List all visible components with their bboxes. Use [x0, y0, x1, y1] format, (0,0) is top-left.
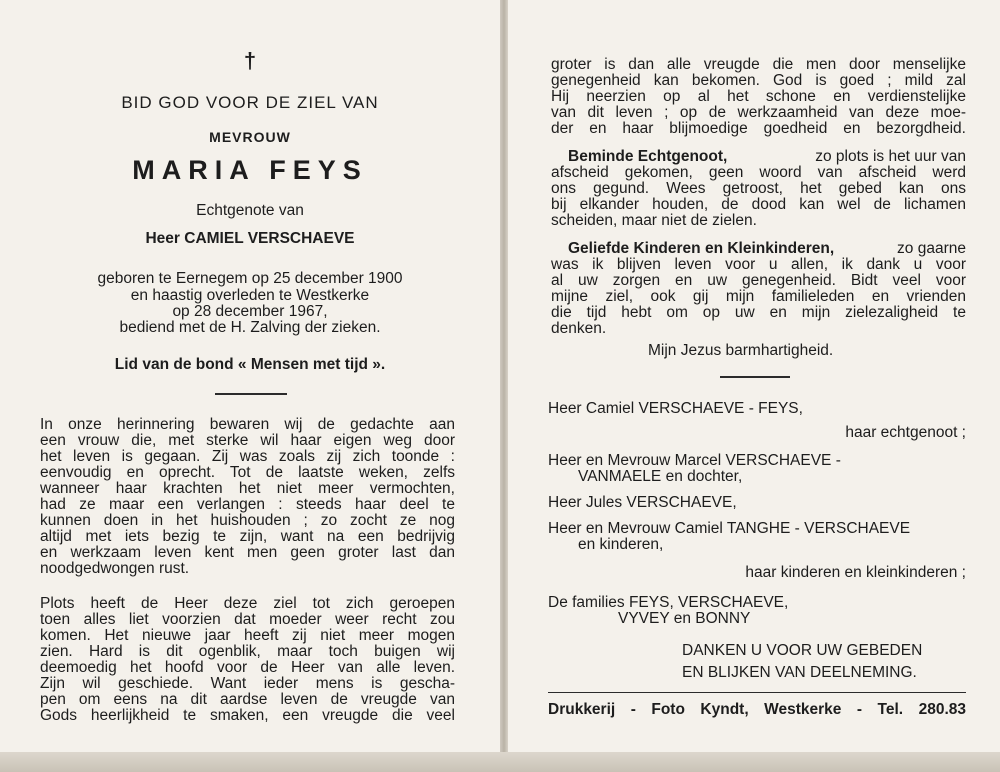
family-child-3-cont: en kinderen, — [578, 536, 664, 553]
sacrament-line: bediend met de H. Zalving der zieken. — [119, 319, 381, 336]
text-line: pen om eens na dit aardse leven de vreugde van — [40, 691, 455, 708]
family-child-1: Heer en Mevrouw Marcel VERSCHAEVE - — [548, 452, 841, 469]
printer-line: Drukkerij - Foto Kyndt, Westkerke - Tel. 280.83 — [548, 701, 966, 718]
text-line: mijne ziel, ook gij mijn familieleden en vrienden — [551, 288, 966, 305]
thanks-line-1: DANKEN U VOOR UW GEBEDEN — [682, 642, 923, 659]
children-address-heading: Geliefde Kinderen en Kleinkinderen, — [568, 240, 835, 257]
text-line: en werkzaam leven kent men geen groter last dan — [40, 544, 455, 561]
card-bottom-edge — [0, 752, 1000, 772]
text-line: het leven is gegaan. Zij was zoals zij zich toonde : — [40, 448, 455, 465]
text-line: die tijd hebt om op uw en mijn zielezaligheid te — [551, 304, 966, 321]
text-line: een vrouw die, met sterke wil haar eigen weg door — [40, 432, 455, 449]
family-child-2: Heer Jules VERSCHAEVE, — [548, 494, 737, 511]
text-line: had ze maar een verlangen : steeds haar deel te — [40, 496, 455, 513]
text-line: zien. Hard is dit ogenblik, maar toch buigen wij — [40, 643, 455, 660]
divider — [215, 393, 287, 395]
right-page — [508, 0, 1000, 772]
text-line: scheiden, maar niet de zielen. — [551, 212, 757, 229]
spouse-name: Heer CAMIEL VERSCHAEVE — [145, 230, 355, 247]
thanks-line-2: EN BLIJKEN VAN DEELNEMING. — [682, 664, 917, 681]
death-line: en haastig overleden te Westkerke — [130, 287, 370, 304]
birth-line: geboren te Eernegem op 25 december 1900 — [97, 270, 403, 287]
cross-icon: † — [243, 48, 257, 73]
text-line: altijd met iets bezig te zijn, want na een bedrijvig — [40, 528, 455, 545]
prayer-heading: BID GOD VOOR DE ZIEL VAN — [121, 93, 379, 112]
family-child-3: Heer en Mevrouw Camiel TANGHE - VERSCHAEVE — [548, 520, 911, 537]
spouse-address-heading: Beminde Echtgenoot, — [568, 148, 728, 165]
text-line: groter is dan alle vreugde die men door menselijke — [551, 56, 966, 73]
text-line: der en haar blijmoedige goedheid en bezorgdheid. — [551, 120, 966, 137]
membership-line: Lid van de bond « Mensen met tijd ». — [114, 356, 386, 373]
text-line: was ik blijven leven voor u allen, ik dank u voor — [551, 256, 966, 273]
text-line: kunnen doen in het huishouden ; zo zocht ze nog — [40, 512, 455, 529]
text-line: toen alles liet voorzien dat moeder weer recht zou — [40, 611, 455, 628]
family-families: De families FEYS, VERSCHAEVE, — [548, 594, 789, 611]
text-line: zo plots is het uur van — [815, 148, 966, 165]
text-line: al uw zorgen en uw genegenheid. Bidt veel voor — [551, 272, 966, 289]
text-line: denken. — [551, 320, 607, 337]
text-line: deemoedig het hoofd voor de Heer van alle leven. — [40, 659, 455, 676]
text-line: genegenheid kan bekomen. God is goed ; mild zal — [551, 72, 966, 89]
family-children-role: haar kinderen en kleinkinderen ; — [745, 564, 966, 581]
text-line: bij elkander houden, de dood kan wel de lichamen — [551, 196, 966, 213]
card-fold — [500, 0, 508, 772]
family-husband-role: haar echtgenoot ; — [845, 424, 966, 441]
printer-divider — [548, 692, 966, 693]
closing-prayer: Mijn Jezus barmhartigheid. — [648, 342, 834, 359]
text-line: noodgedwongen rust. — [40, 560, 190, 577]
text-line: In onze herinnering bewaren wij de gedachte aan — [40, 416, 455, 433]
family-families-cont: VYVEY en BONNY — [618, 610, 751, 627]
text-line: zo gaarne — [897, 240, 966, 257]
text-line: wanneer haar krachten het niet meer vermochten, — [40, 480, 455, 497]
text-line: eenvoudig en oprecht. Tot de laatste weken, zelfs — [40, 464, 455, 481]
text-line: ons gegund. Wees getroost, het gebed kan ons — [551, 180, 966, 197]
text-line: van dit leven ; op de werkzaamheid van deze moe- — [551, 104, 966, 121]
text-line: Hij neerzien op al het schone en verdienstelijke — [551, 88, 966, 105]
deceased-name: MARIA FEYS — [132, 155, 368, 185]
divider — [720, 376, 790, 378]
text-line: Gods heerlijkheid te smaken, een vreugde die veel — [40, 707, 455, 724]
spouse-label: Echtgenote van — [196, 202, 304, 219]
text-line: komen. Het nieuwe jaar heeft zij niet meer mogen — [40, 627, 455, 644]
title-mevrouw: MEVROUW — [209, 129, 291, 145]
family-husband: Heer Camiel VERSCHAEVE - FEYS, — [548, 400, 803, 417]
family-child-1-cont: VANMAELE en dochter, — [578, 468, 743, 485]
text-line: Zijn wil geschiede. Want ieder mens is gescha- — [40, 675, 455, 692]
text-line: Plots heeft de Heer deze ziel tot zich geroepen — [40, 595, 455, 612]
death-date-line: op 28 december 1967, — [172, 303, 328, 320]
text-line: afscheid gekomen, geen woord van afscheid werd — [551, 164, 966, 181]
